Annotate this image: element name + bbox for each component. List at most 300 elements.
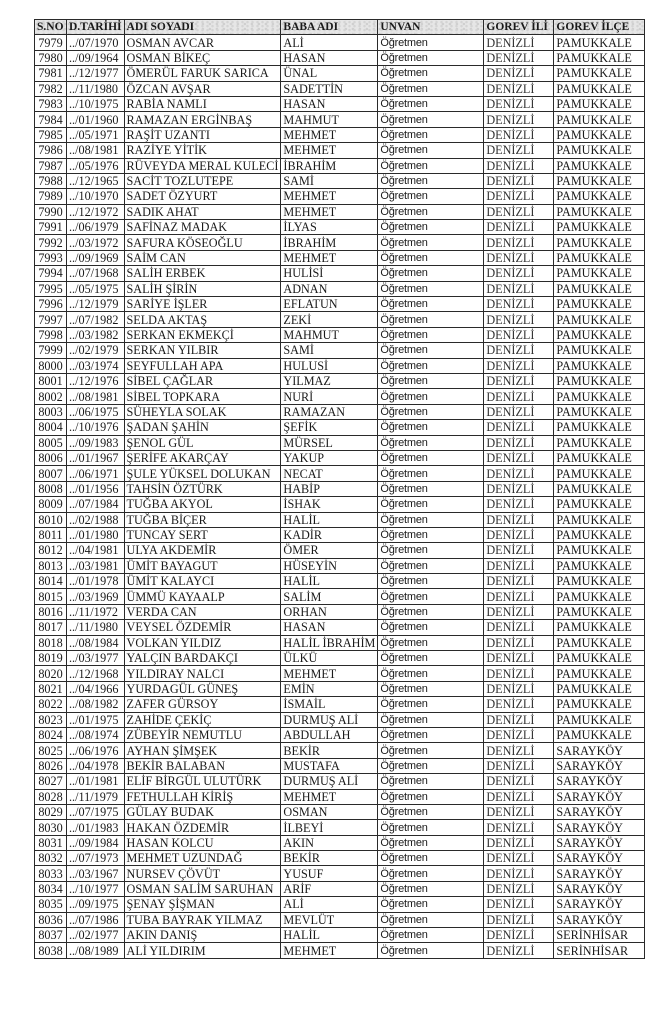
cell-district: PAMUKKALE [554,281,645,296]
cell-full-name: HAKAN ÖZDEMİR [124,820,281,835]
cell-province: DENİZLİ [484,697,554,712]
cell-sno: 7989 [35,189,67,204]
cell-title: Öğretmen [378,574,484,589]
table-row [35,173,645,188]
cell-district: SERİNHİSAR [554,928,645,943]
cell-birth-date: ../07/1970 [67,35,125,50]
cell-full-name: MEHMET UZUNDAĞ [124,851,281,866]
cell-province: DENİZLİ [484,635,554,650]
table-row [35,743,645,758]
table-row [35,297,645,312]
cell-province: DENİZLİ [484,327,554,342]
cell-birth-date: ../08/1974 [67,727,125,742]
cell-title: Öğretmen [378,666,484,681]
cell-title: Öğretmen [378,620,484,635]
cell-father-name: NURİ [281,389,378,404]
cell-birth-date: ../02/1977 [67,928,125,943]
cell-title: Öğretmen [378,512,484,527]
table-row [35,358,645,373]
table-row [35,466,645,481]
table-row [35,527,645,542]
cell-district: PAMUKKALE [554,620,645,635]
cell-sno: 8019 [35,651,67,666]
cell-district: SARAYKÖY [554,820,645,835]
cell-title: Öğretmen [378,943,484,958]
cell-district: PAMUKKALE [554,35,645,50]
cell-province: DENİZLİ [484,358,554,373]
cell-sno: 8038 [35,943,67,958]
cell-province: DENİZLİ [484,112,554,127]
cell-province: DENİZLİ [484,389,554,404]
cell-district: PAMUKKALE [554,712,645,727]
cell-birth-date: ../12/1979 [67,297,125,312]
cell-full-name: BEKİR BALABAN [124,758,281,773]
cell-district: PAMUKKALE [554,635,645,650]
cell-province: DENİZLİ [484,835,554,850]
cell-sno: 8021 [35,681,67,696]
table-row [35,512,645,527]
cell-province: DENİZLİ [484,620,554,635]
table-row [35,81,645,96]
cell-title: Öğretmen [378,127,484,142]
cell-father-name: SAMİ [281,343,378,358]
cell-birth-date: ../08/1981 [67,389,125,404]
cell-province: DENİZLİ [484,158,554,173]
table-row [35,681,645,696]
table-row [35,804,645,819]
cell-birth-date: ../08/1982 [67,697,125,712]
cell-birth-date: ../05/1975 [67,281,125,296]
cell-birth-date: ../03/1982 [67,327,125,342]
cell-sno: 8004 [35,420,67,435]
cell-birth-date: ../10/1976 [67,420,125,435]
cell-birth-date: ../02/1979 [67,343,125,358]
cell-title: Öğretmen [378,804,484,819]
cell-sno: 7987 [35,158,67,173]
cell-province: DENİZLİ [484,604,554,619]
cell-district: PAMUKKALE [554,651,645,666]
cell-full-name: SARİYE İŞLER [124,297,281,312]
cell-father-name: DURMUŞ ALİ [281,774,378,789]
cell-title: Öğretmen [378,589,484,604]
cell-title: Öğretmen [378,697,484,712]
cell-province: DENİZLİ [484,466,554,481]
cell-father-name: RAMAZAN [281,404,378,419]
cell-full-name: NURSEV ÇÖVÜT [124,866,281,881]
cell-full-name: ALİ YILDIRIM [124,943,281,958]
cell-title: Öğretmen [378,866,484,881]
cell-district: PAMUKKALE [554,81,645,96]
cell-full-name: ZAFER GÜRSOY [124,697,281,712]
cell-district: PAMUKKALE [554,466,645,481]
cell-birth-date: ../03/1981 [67,558,125,573]
cell-title: Öğretmen [378,681,484,696]
cell-father-name: MEHMET [281,143,378,158]
cell-province: DENİZLİ [484,943,554,958]
cell-province: DENİZLİ [484,312,554,327]
cell-province: DENİZLİ [484,173,554,188]
header-title: UNVAN [378,20,484,35]
cell-sno: 8000 [35,358,67,373]
cell-district: SARAYKÖY [554,774,645,789]
cell-father-name: NECAT [281,466,378,481]
cell-district: PAMUKKALE [554,235,645,250]
cell-sno: 7981 [35,66,67,81]
cell-father-name: HABİP [281,481,378,496]
cell-full-name: SADIK AHAT [124,204,281,219]
cell-birth-date: ../11/1980 [67,81,125,96]
cell-title: Öğretmen [378,712,484,727]
cell-province: DENİZLİ [484,420,554,435]
cell-title: Öğretmen [378,758,484,773]
cell-birth-date: ../12/1976 [67,373,125,388]
cell-title: Öğretmen [378,327,484,342]
cell-province: DENİZLİ [484,235,554,250]
cell-district: PAMUKKALE [554,220,645,235]
cell-province: DENİZLİ [484,143,554,158]
cell-province: DENİZLİ [484,96,554,111]
cell-district: SARAYKÖY [554,881,645,896]
table-row [35,127,645,142]
cell-sno: 8017 [35,620,67,635]
cell-province: DENİZLİ [484,543,554,558]
cell-birth-date: ../12/1968 [67,666,125,681]
cell-province: DENİZLİ [484,281,554,296]
cell-birth-date: ../06/1976 [67,743,125,758]
cell-birth-date: ../08/1989 [67,943,125,958]
cell-province: DENİZLİ [484,250,554,265]
table-row [35,266,645,281]
cell-sno: 8003 [35,404,67,419]
cell-full-name: ÜMİT BAYAGUT [124,558,281,573]
cell-birth-date: ../03/1969 [67,589,125,604]
cell-district: PAMUKKALE [554,666,645,681]
table-row [35,912,645,927]
cell-birth-date: ../01/1967 [67,450,125,465]
table-row [35,389,645,404]
cell-full-name: ŞENOL GÜL [124,435,281,450]
cell-sno: 8036 [35,912,67,927]
cell-full-name: SÜHEYLA SOLAK [124,404,281,419]
cell-birth-date: ../09/1964 [67,50,125,65]
cell-father-name: MEHMET [281,666,378,681]
cell-birth-date: ../03/1967 [67,866,125,881]
cell-father-name: ADNAN [281,281,378,296]
cell-district: SARAYKÖY [554,912,645,927]
cell-district: PAMUKKALE [554,574,645,589]
cell-birth-date: ../12/1972 [67,204,125,219]
cell-district: PAMUKKALE [554,589,645,604]
cell-title: Öğretmen [378,173,484,188]
cell-full-name: SİBEL ÇAĞLAR [124,373,281,388]
cell-district: SARAYKÖY [554,804,645,819]
cell-sno: 7997 [35,312,67,327]
cell-title: Öğretmen [378,250,484,265]
cell-title: Öğretmen [378,450,484,465]
table-row [35,96,645,111]
cell-province: DENİZLİ [484,35,554,50]
cell-title: Öğretmen [378,143,484,158]
cell-province: DENİZLİ [484,497,554,512]
table-row [35,204,645,219]
cell-title: Öğretmen [378,820,484,835]
cell-birth-date: ../04/1981 [67,543,125,558]
cell-sno: 7995 [35,281,67,296]
table-row [35,50,645,65]
cell-title: Öğretmen [378,204,484,219]
cell-district: PAMUKKALE [554,697,645,712]
cell-father-name: HALİL İBRAHİM [281,635,378,650]
cell-title: Öğretmen [378,897,484,912]
cell-sno: 7988 [35,173,67,188]
table-row [35,758,645,773]
cell-full-name: OSMAN SALİM SARUHAN [124,881,281,896]
cell-full-name: VERDA CAN [124,604,281,619]
cell-district: PAMUKKALE [554,312,645,327]
cell-sno: 7994 [35,266,67,281]
cell-sno: 8020 [35,666,67,681]
cell-full-name: GÜLAY BUDAK [124,804,281,819]
cell-father-name: OSMAN [281,804,378,819]
cell-title: Öğretmen [378,81,484,96]
cell-district: PAMUKKALE [554,173,645,188]
cell-title: Öğretmen [378,343,484,358]
cell-sno: 8015 [35,589,67,604]
cell-province: DENİZLİ [484,866,554,881]
cell-father-name: BEKİR [281,743,378,758]
header-full-name: ADI SOYADI [124,20,281,35]
header-district: GOREV İLÇE [554,20,645,35]
table-row [35,851,645,866]
cell-title: Öğretmen [378,497,484,512]
cell-province: DENİZLİ [484,189,554,204]
cell-sno: 8007 [35,466,67,481]
cell-district: PAMUKKALE [554,527,645,542]
cell-father-name: HALİL [281,928,378,943]
cell-birth-date: ../10/1970 [67,189,125,204]
cell-province: DENİZLİ [484,789,554,804]
cell-full-name: VOLKAN YILDIZ [124,635,281,650]
cell-father-name: İBRAHİM [281,235,378,250]
cell-province: DENİZLİ [484,50,554,65]
cell-title: Öğretmen [378,881,484,896]
cell-district: PAMUKKALE [554,373,645,388]
cell-district: SARAYKÖY [554,866,645,881]
table-row [35,450,645,465]
cell-father-name: ORHAN [281,604,378,619]
cell-father-name: EMİN [281,681,378,696]
cell-sno: 8016 [35,604,67,619]
table-row [35,620,645,635]
cell-district: SARAYKÖY [554,851,645,866]
header-province: GOREV İLİ [484,20,554,35]
cell-father-name: İLBEYİ [281,820,378,835]
cell-birth-date: ../10/1977 [67,881,125,896]
header-father-name: BABA ADI [281,20,378,35]
cell-full-name: TUBA BAYRAK YILMAZ [124,912,281,927]
cell-province: DENİZLİ [484,912,554,927]
cell-father-name: MÜRSEL [281,435,378,450]
cell-sno: 8026 [35,758,67,773]
cell-province: DENİZLİ [484,712,554,727]
cell-sno: 8014 [35,574,67,589]
cell-birth-date: ../08/1981 [67,143,125,158]
header-row [35,20,645,35]
table-row [35,789,645,804]
cell-province: DENİZLİ [484,681,554,696]
cell-birth-date: ../01/1978 [67,574,125,589]
cell-title: Öğretmen [378,297,484,312]
cell-title: Öğretmen [378,112,484,127]
cell-sno: 8008 [35,481,67,496]
cell-district: SARAYKÖY [554,758,645,773]
cell-father-name: ZEKİ [281,312,378,327]
cell-birth-date: ../03/1974 [67,358,125,373]
cell-province: DENİZLİ [484,651,554,666]
table-row [35,235,645,250]
cell-sno: 7985 [35,127,67,142]
cell-full-name: SALİH ŞİRİN [124,281,281,296]
cell-title: Öğretmen [378,604,484,619]
cell-province: DENİZLİ [484,127,554,142]
cell-full-name: AYHAN ŞİMŞEK [124,743,281,758]
cell-district: PAMUKKALE [554,343,645,358]
cell-title: Öğretmen [378,543,484,558]
table-row [35,881,645,896]
cell-father-name: HULUSİ [281,358,378,373]
cell-father-name: KADİR [281,527,378,542]
table-row [35,250,645,265]
cell-province: DENİZLİ [484,266,554,281]
cell-father-name: EFLATUN [281,297,378,312]
cell-title: Öğretmen [378,281,484,296]
cell-province: DENİZLİ [484,758,554,773]
cell-full-name: RAZİYE YİTİK [124,143,281,158]
cell-title: Öğretmen [378,743,484,758]
cell-birth-date: ../07/1975 [67,804,125,819]
cell-father-name: HÜSEYİN [281,558,378,573]
cell-title: Öğretmen [378,404,484,419]
cell-full-name: ŞERİFE AKARÇAY [124,450,281,465]
cell-sno: 8028 [35,789,67,804]
table-row [35,35,645,50]
cell-province: DENİZLİ [484,851,554,866]
cell-father-name: İSMAİL [281,697,378,712]
table-row [35,635,645,650]
cell-birth-date: ../04/1978 [67,758,125,773]
cell-title: Öğretmen [378,651,484,666]
cell-full-name: TUĞBA AKYOL [124,497,281,512]
cell-birth-date: ../11/1979 [67,789,125,804]
cell-full-name: ZAHİDE ÇEKİÇ [124,712,281,727]
cell-sno: 8002 [35,389,67,404]
cell-province: DENİZLİ [484,404,554,419]
cell-full-name: YURDAGÜL GÜNEŞ [124,681,281,696]
cell-full-name: SELDA AKTAŞ [124,312,281,327]
cell-title: Öğretmen [378,266,484,281]
cell-full-name: RAMAZAN ERGİNBAŞ [124,112,281,127]
cell-birth-date: ../05/1976 [67,158,125,173]
table-row [35,558,645,573]
cell-province: DENİZLİ [484,220,554,235]
cell-birth-date: ../08/1984 [67,635,125,650]
cell-district: SERİNHİSAR [554,943,645,958]
cell-father-name: HALİL [281,512,378,527]
cell-district: PAMUKKALE [554,112,645,127]
cell-sno: 8012 [35,543,67,558]
cell-sno: 8010 [35,512,67,527]
cell-district: PAMUKKALE [554,189,645,204]
cell-province: DENİZLİ [484,481,554,496]
cell-father-name: SALİM [281,589,378,604]
cell-father-name: MEHMET [281,789,378,804]
cell-birth-date: ../07/1968 [67,266,125,281]
cell-full-name: YALÇIN BARDAKÇI [124,651,281,666]
cell-full-name: ELİF BİRGÜL ULUTÜRK [124,774,281,789]
cell-birth-date: ../07/1973 [67,851,125,866]
cell-birth-date: ../07/1986 [67,912,125,927]
cell-title: Öğretmen [378,789,484,804]
cell-birth-date: ../07/1984 [67,497,125,512]
table-row [35,189,645,204]
cell-district: SARAYKÖY [554,897,645,912]
personnel-table [34,19,645,959]
table-body [35,35,645,958]
cell-birth-date: ../09/1975 [67,897,125,912]
table-row [35,604,645,619]
cell-province: DENİZLİ [484,512,554,527]
table-row [35,866,645,881]
table-row [35,497,645,512]
table-row [35,697,645,712]
cell-province: DENİZLİ [484,774,554,789]
cell-sno: 8013 [35,558,67,573]
cell-full-name: ÖZCAN AVŞAR [124,81,281,96]
cell-father-name: HALİL [281,574,378,589]
cell-birth-date: ../09/1969 [67,250,125,265]
cell-father-name: ALİ [281,35,378,50]
cell-full-name: TAHSİN ÖZTÜRK [124,481,281,496]
cell-sno: 8029 [35,804,67,819]
cell-birth-date: ../03/1972 [67,235,125,250]
cell-full-name: ULYA AKDEMİR [124,543,281,558]
cell-district: PAMUKKALE [554,481,645,496]
cell-province: DENİZLİ [484,373,554,388]
cell-province: DENİZLİ [484,928,554,943]
cell-district: PAMUKKALE [554,50,645,65]
cell-father-name: HASAN [281,50,378,65]
cell-title: Öğretmen [378,481,484,496]
cell-father-name: ARİF [281,881,378,896]
table-row [35,66,645,81]
cell-birth-date: ../01/1960 [67,112,125,127]
cell-full-name: SAFİNAZ MADAK [124,220,281,235]
cell-sno: 8018 [35,635,67,650]
table-row [35,420,645,435]
cell-district: PAMUKKALE [554,420,645,435]
cell-title: Öğretmen [378,189,484,204]
cell-father-name: YUSUF [281,866,378,881]
cell-district: PAMUKKALE [554,450,645,465]
cell-full-name: RABİA NAMLI [124,96,281,111]
cell-province: DENİZLİ [484,666,554,681]
cell-father-name: ŞEFİK [281,420,378,435]
cell-full-name: SALİH ERBEK [124,266,281,281]
cell-sno: 7979 [35,35,67,50]
cell-full-name: SADET ÖZYURT [124,189,281,204]
cell-title: Öğretmen [378,527,484,542]
cell-sno: 7999 [35,343,67,358]
